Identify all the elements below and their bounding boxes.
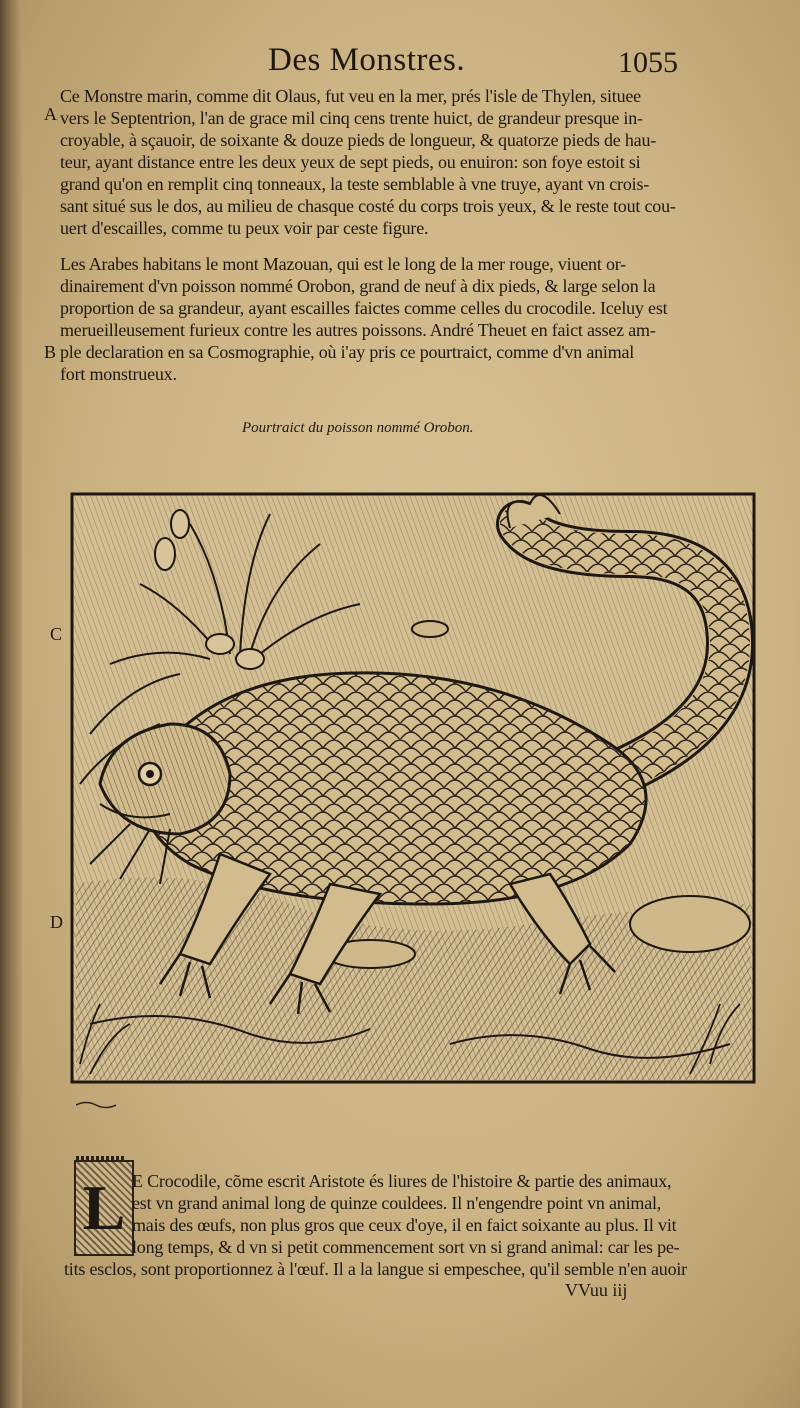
margin-letter-a: A bbox=[44, 104, 57, 124]
text-line: teur, ayant distance entre les deux yeux de sept pieds, ou enuiron: son foye estoit si bbox=[60, 152, 641, 172]
text-line: vers le Septentrion, l'an de grace mil cinq cens trente huict, de grandeur presque in- bbox=[60, 108, 643, 128]
text-line: proportion de sa grandeur, ayant escailles faictes comme celles du crocodile. Iceluy est bbox=[60, 298, 668, 318]
page-number: 1055 bbox=[618, 46, 678, 79]
initial-letter: L bbox=[82, 1172, 126, 1243]
text-line: merueilleusement furieux contre les autres poissons. André Theuet en faict assez am- bbox=[60, 320, 656, 340]
text-line: sant situé sus le dos, au milieu de chasque costé du corps trois yeux, & le reste tout cou- bbox=[60, 196, 676, 216]
text-line: Les Arabes habitans le mont Mazouan, qui est le long de la mer rouge, viuent or- bbox=[60, 254, 626, 274]
paragraph-crocodile-continued bbox=[64, 1258, 687, 1280]
text-line: est vn grand animal long de quinze couldees. Il n'engendre point vn animal, bbox=[132, 1193, 662, 1213]
margin-letter-b: B bbox=[44, 342, 57, 362]
text-line: mais des œufs, non plus gros que ceux d'oye, il en faict soixante au plus. Il vit bbox=[132, 1215, 677, 1235]
signature-mark: VVuu iij bbox=[565, 1280, 628, 1300]
margin-letter-d: D bbox=[50, 912, 63, 932]
running-title: Des Monstres. bbox=[268, 42, 466, 78]
figure-caption: Pourtraict du poisson nommé Orobon. bbox=[242, 420, 474, 436]
text-line: dinairement d'vn poisson nommé Orobon, grand de neuf à dix pieds, & large selon la bbox=[60, 276, 656, 296]
text-line: tits esclos, sont proportionnez à l'œuf. Il a la langue si empeschee, qu'il semble n'en auoir bbox=[64, 1259, 687, 1279]
text-line: uert d'escailles, comme tu peux voir par ceste figure. bbox=[60, 218, 429, 238]
text-line: ple declaration en sa Cosmographie, où i'ay pris ce pourtraict, comme d'vn animal bbox=[60, 342, 635, 362]
text-line: fort monstrueux. bbox=[60, 364, 177, 384]
decorated-initial bbox=[74, 1160, 134, 1256]
page-header bbox=[0, 38, 800, 88]
ornament-icon bbox=[76, 1100, 116, 1110]
text-line: E Crocodile, cõme escrit Aristote és liures de l'histoire & partie des animaux, bbox=[132, 1171, 672, 1191]
book-spine-shadow bbox=[0, 0, 22, 1408]
margin-letter-c: C bbox=[50, 624, 63, 644]
paragraph-crocodile bbox=[132, 1170, 679, 1258]
paragraph-sea-monster bbox=[60, 85, 676, 239]
text-line: Ce Monstre marin, comme dit Olaus, fut veu en la mer, prés l'isle de Thylen, situee bbox=[60, 86, 641, 106]
text-line: grand qu'on en remplit cinq tonneaux, la teste semblable à vne truye, ayant vn crois- bbox=[60, 174, 650, 194]
text-line: long temps, & d vn si petit commencement sort vn si grand animal: car les pe- bbox=[132, 1237, 680, 1257]
paragraph-orobon bbox=[60, 253, 667, 385]
text-line: croyable, à sçauoir, de soixante & douze pieds de longueur, & quatorze pieds de hau- bbox=[60, 130, 657, 150]
woodcut-orobon-illustration bbox=[70, 484, 756, 1084]
